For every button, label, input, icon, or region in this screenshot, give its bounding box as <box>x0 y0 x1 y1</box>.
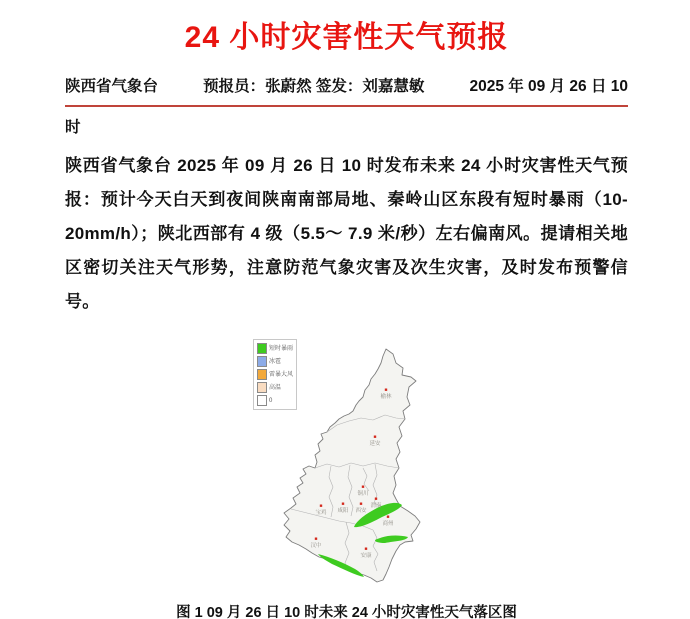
city-label: 汉中 <box>310 543 322 549</box>
forecast-paragraph: 陕西省气象台 2025 年 09 月 26 日 10 时发布未来 24 小时灾害性天气预报：预计今天白天到夜间陕南南部局地、秦岭山区东段有短时暴雨（10-20mm/h）；陕北西部有 4 级（5.5～ 7.9 米/秒）左右偏南风。提请相关地区密切关注天气形势，注意防范气象灾害及次生灾害，及时发布预警信号。 <box>65 156 628 311</box>
legend-item <box>257 368 293 381</box>
legend-item <box>257 342 293 355</box>
city-label: 榆林 <box>380 394 392 400</box>
page-title: 24 小时灾害性天气预报 <box>184 21 509 54</box>
city-marker <box>362 486 364 488</box>
legend-swatch <box>257 369 267 380</box>
legend-label: 0 <box>269 397 273 404</box>
province-outline <box>284 349 420 582</box>
legend-label: 冰雹 <box>269 358 282 365</box>
legend-swatch <box>257 356 267 367</box>
city-marker <box>320 505 322 507</box>
legend-item <box>257 381 293 394</box>
city-label: 渭南 <box>370 503 382 509</box>
legend-swatch <box>257 343 267 354</box>
weather-map <box>253 335 485 595</box>
issuer-line <box>65 74 628 107</box>
city-marker <box>387 516 389 518</box>
city-marker <box>374 436 376 438</box>
city-marker <box>385 389 387 391</box>
legend-label: 雷暴大风 <box>269 371 294 378</box>
city-label: 商州 <box>382 521 394 527</box>
city-marker <box>342 503 344 505</box>
legend-item <box>257 355 293 368</box>
city-marker <box>315 538 317 540</box>
city-label: 安康 <box>360 553 372 559</box>
issue-datetime: 2025 年 09 月 26 日 10 <box>469 78 628 95</box>
issuer-agency: 陕西省气象台 <box>65 78 159 95</box>
figure-caption: 图 1 09 月 26 日 10 时未来 24 小时灾害性天气落区图 <box>176 605 517 619</box>
city-marker <box>375 498 377 500</box>
issuer-staff: 预报员：张蔚然 签发：刘嘉慧敏 <box>203 78 425 95</box>
legend-swatch <box>257 382 267 393</box>
legend-item <box>257 394 293 407</box>
issue-datetime-wrap: 时 <box>65 119 81 136</box>
city-label: 宝鸡 <box>315 510 327 516</box>
city-label: 延安 <box>369 441 381 447</box>
city-label: 铜川 <box>357 491 369 497</box>
city-marker <box>360 503 362 505</box>
legend-label: 高温 <box>269 384 282 391</box>
legend-swatch <box>257 395 267 406</box>
map-legend <box>253 339 297 410</box>
city-label: 西安 <box>355 508 367 514</box>
city-marker <box>365 548 367 550</box>
city-label: 咸阳 <box>337 508 349 514</box>
legend-label: 短时暴雨 <box>269 345 294 352</box>
